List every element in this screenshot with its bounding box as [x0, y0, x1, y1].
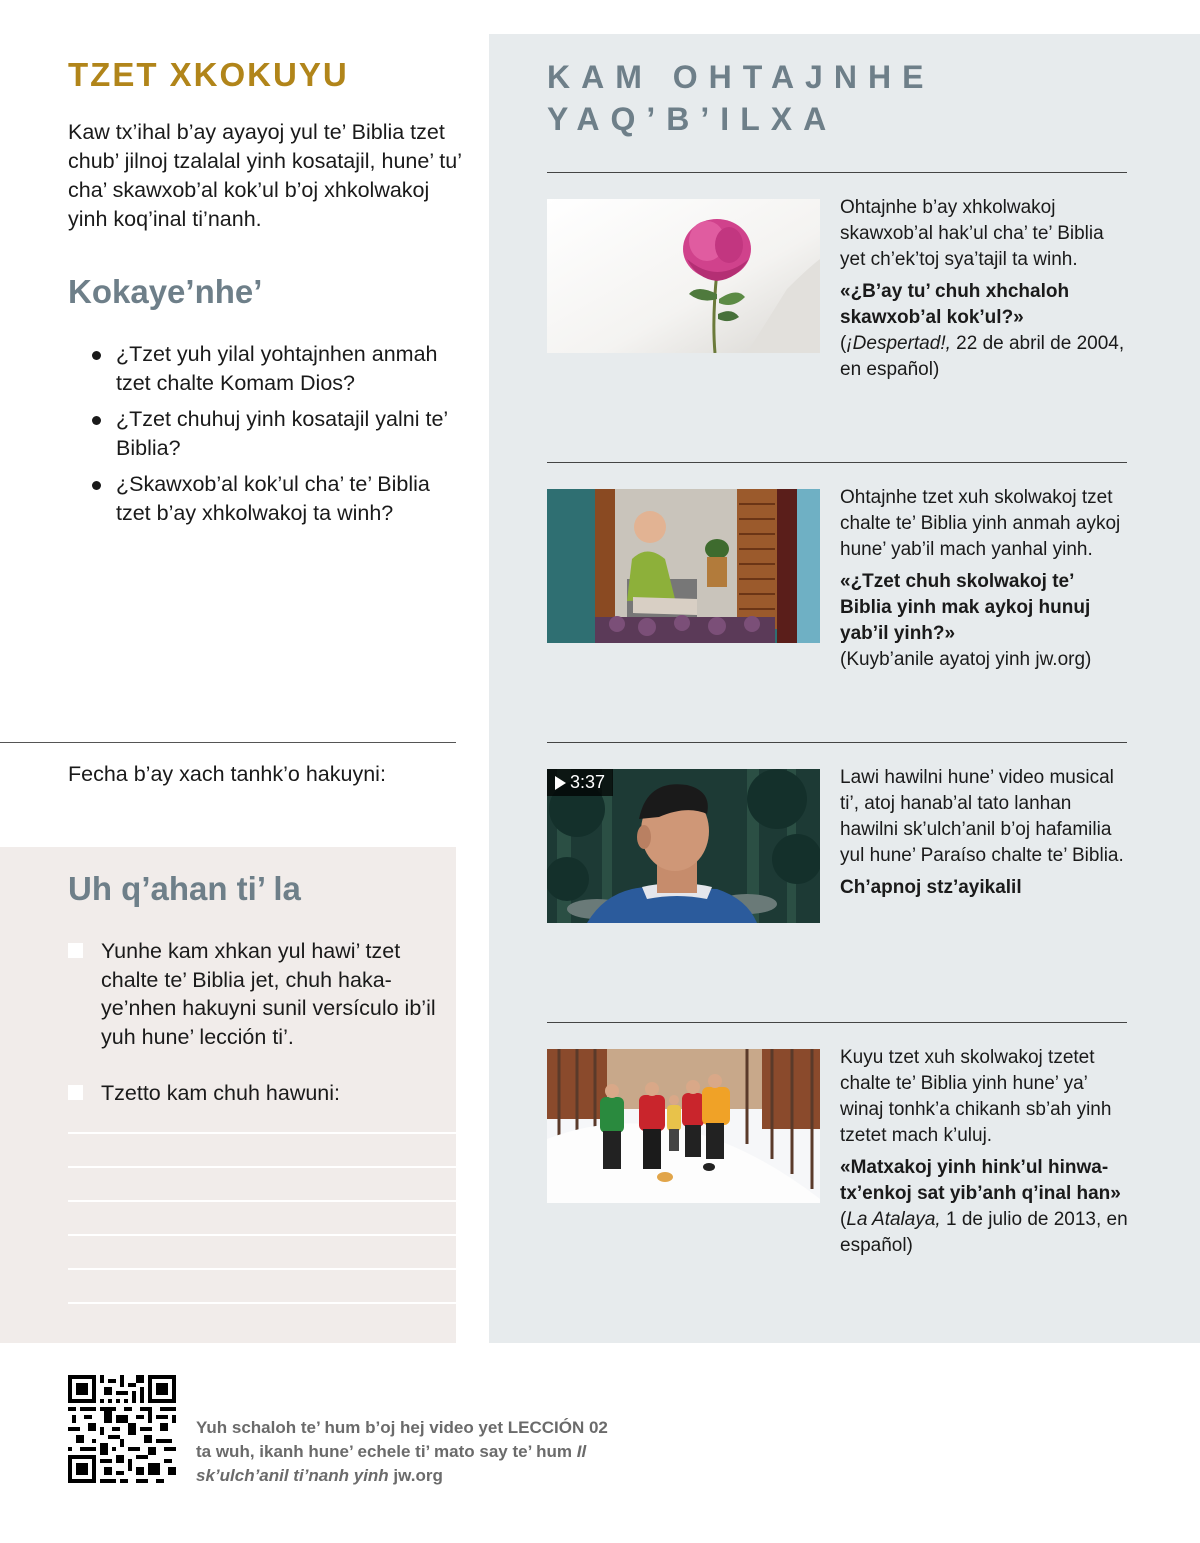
divider	[547, 172, 1127, 173]
writing-line[interactable]	[68, 1234, 456, 1236]
qr-code-icon[interactable]	[68, 1375, 176, 1483]
item-description: Ohtajnhe tzet xuh skolwakoj tzet chalte te’ Biblia yinh anmah aykoj hune’ yab’il mach yanhal yinh. «¿Tzet chuh skolwakoj te’ Biblia yinh mak aykoj hunuj yab’il yinh?» (Kuyb’anile ayatoj yinh jw.org)	[840, 485, 1130, 673]
explore-heading: KAM OHTAJNHE YAQ’B’ILXA	[547, 59, 935, 137]
reference[interactable]: «¿Tzet chuh skolwakoj te’ Biblia yinh mak aykoj hunuj yab’il yinh?» (Kuyb’anile ayatoj yinh jw.org)	[840, 571, 1092, 670]
video-duration-badge: 3:37	[547, 769, 613, 796]
bullet-icon	[92, 351, 101, 360]
writing-line[interactable]	[68, 1268, 456, 1270]
footer-note: Yuh schaloh te’ hum b’oj hej video yet LECCIÓN 02 ta wuh, ikanh hune’ echele ti’ mato say te’ hum Il sk’ulch’anil ti’nanh yinh jw.org	[196, 1418, 608, 1485]
divider	[547, 1022, 1127, 1023]
reference[interactable]: «¿B’ay tu’ chuh xhchaloh skawxob’al kok’ul?» (¡Despertad!, 22 de abril de 2004, en español)	[840, 281, 1125, 380]
date-completed-label: Fecha b’ay xach tanhk’o hakuyni:	[68, 762, 386, 786]
family-snow-walk-photo[interactable]	[547, 1049, 820, 1203]
goal-item: Yunhe kam xhkan yul hawi’ tzet chalte te’ Biblia jet, chuh hakaye’nhen hakuyni sunil versículo ib’il yuh hune’ lección ti’.	[68, 937, 438, 1051]
goal-item: Tzetto kam chuh hawuni:	[68, 1079, 438, 1108]
divider	[547, 462, 1127, 463]
divider	[547, 742, 1127, 743]
bullet-icon	[92, 481, 101, 490]
review-question: ¿Tzet yuh yilal yohtajnhen anmah tzet chalte Komam Dios?	[92, 340, 462, 398]
section-title: TZET XKOKUYU	[68, 56, 349, 93]
play-icon	[555, 776, 566, 790]
man-at-window-photo[interactable]	[547, 489, 820, 643]
bullet-icon	[92, 416, 101, 425]
writing-line[interactable]	[68, 1200, 456, 1202]
review-question: ¿Skawxob’al kok’ul cha’ te’ Biblia tzet b’ay xhkolwakoj ta winh?	[92, 470, 462, 528]
item-description: Ohtajnhe b’ay xhkolwakoj skawxob’al hak’ul cha’ te’ Biblia yet ch’ek’toj sya’tajil ta winh. «¿B’ay tu’ chuh xhchaloh skawxob’al kok’ul?» (¡Despertad!, 22 de abril de 2004, en español)	[840, 195, 1130, 383]
goals-heading: Uh q’ahan ti’ la	[68, 870, 301, 907]
writing-line[interactable]	[68, 1302, 456, 1304]
writing-line[interactable]	[68, 1166, 456, 1168]
goal-checkbox[interactable]	[68, 1085, 83, 1100]
divider	[0, 742, 456, 743]
review-question: ¿Tzet chuhuj yinh kosatajil yalni te’ Biblia?	[92, 405, 462, 463]
item-description: Kuyu tzet xuh skolwakoj tzetet chalte te’ Biblia yinh hune’ ya’ winaj tonhk’a chikanh sb’ah yinh tzetet mach k’uluj. «Matxakoj yinh hink’ul hinwatx’enkoj sat yib’anh q’inal han» (La Atalaya, 1 de julio de 2013, en español)	[840, 1045, 1130, 1259]
item-description: Lawi hawilni hune’ video musical ti’, atoj hanab’al tato lanhan hawilni sk’ulch’anil b’oj hafamilia yul hune’ Paraíso chalte te’ Biblia. Ch’apnoj stz’ayikalil	[840, 765, 1130, 901]
goal-checkbox[interactable]	[68, 943, 83, 958]
man-in-forest-video[interactable]	[547, 769, 820, 923]
reference[interactable]: Ch’apnoj stz’ayikalil	[840, 877, 1022, 898]
reference[interactable]: «Matxakoj yinh hink’ul hinwatx’enkoj sat yib’anh q’inal han» (La Atalaya, 1 de julio de 2013, en español)	[840, 1157, 1128, 1256]
intro-paragraph: Kaw tx’ihal b’ay ayayoj yul te’ Biblia tzet chub’ jilnoj tzalalal yinh kosatajil, hune’ tu’ cha’ skawxob’al kok’ul b’oj xhkolwakoj yinh koq’inal ti’nanh.	[68, 120, 462, 231]
writing-line[interactable]	[68, 1132, 456, 1134]
review-questions	[92, 340, 462, 535]
review-heading: Kokaye’nhe’	[68, 273, 263, 310]
rose-photo[interactable]	[547, 199, 820, 353]
